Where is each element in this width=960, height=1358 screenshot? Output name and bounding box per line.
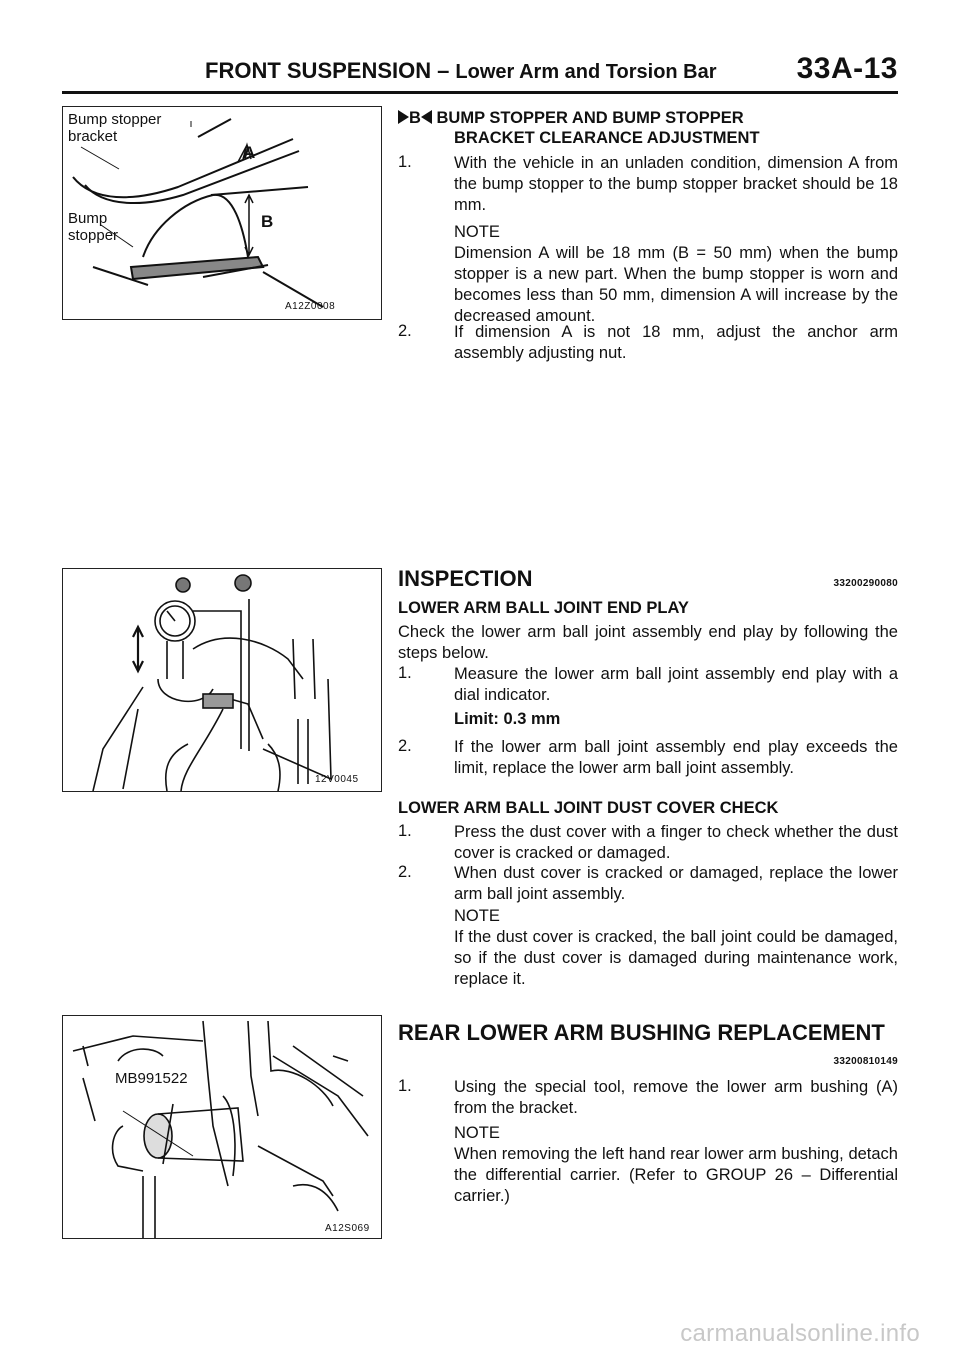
heading-line-1: BUMP STOPPER AND BUMP STOPPER — [436, 109, 744, 127]
figure-dial-indicator — [62, 568, 382, 792]
header-title — [205, 58, 717, 84]
subheading-dust-cover: LOWER ARM BALL JOINT DUST COVER CHECK — [398, 799, 779, 817]
step-number: 2. — [398, 737, 412, 755]
step-text: With the vehicle in an unladen condition, dimension A from the bump stopper to the bump stopper bracket should be 18 mm. — [454, 154, 898, 214]
note-text: Dimension A will be 18 mm (B = 50 mm) when the bump stopper is a new part. When the bump stopper is worn and becomes less than 50 mm, dimension A will increase by the decreased amount. — [454, 244, 898, 325]
section-marker: B — [409, 109, 421, 127]
tool-number: MB991522 — [115, 1070, 188, 1087]
header-subsection: Lower Arm and Torsion Bar — [455, 61, 717, 83]
intro-text: Check the lower arm ball joint assembly end play by following the steps below. — [398, 623, 898, 662]
step-text: Measure the lower arm ball joint assembly end play with a dial indicator. — [454, 665, 898, 704]
note-text: If the dust cover is cracked, the ball joint could be damaged, so if the dust cover is damaged during maintenance work, replace it. — [454, 928, 898, 988]
subheading-end-play: LOWER ARM BALL JOINT END PLAY — [398, 599, 689, 617]
heading-line-2: BRACKET CLEARANCE ADJUSTMENT — [454, 129, 760, 147]
step-text: If dimension A is not 18 mm, adjust the anchor arm assembly adjusting nut. — [454, 323, 898, 362]
figure-code: A12Z0008 — [285, 301, 336, 312]
note-label: NOTE — [454, 907, 500, 925]
step-number: 1. — [398, 153, 412, 171]
step-text: When dust cover is cracked or damaged, replace the lower arm ball joint assembly. — [454, 864, 898, 903]
figure-code: 12V0045 — [315, 774, 359, 785]
step-text: Press the dust cover with a finger to check whether the dust cover is cracked or damaged. — [454, 823, 898, 862]
step-number: 2. — [398, 863, 412, 881]
label-bump-stopper-bracket: Bump stopper bracket — [68, 111, 162, 145]
dimension-b-label: B — [261, 212, 274, 231]
triangle-left-icon — [421, 110, 432, 124]
limit-value: Limit: 0.3 mm — [454, 710, 561, 728]
rear-code: 33200810149 — [833, 1056, 898, 1067]
note-label: NOTE — [454, 223, 500, 241]
dimension-a-label: A — [243, 143, 256, 162]
step-text: Using the special tool, remove the lower arm bushing (A) from the bracket. — [454, 1078, 898, 1117]
inspection-code: 33200290080 — [833, 578, 898, 589]
page-number: 33A-13 — [796, 52, 898, 85]
figure-bump-stopper — [62, 106, 382, 320]
triangle-right-icon — [398, 110, 409, 124]
step-number: 1. — [398, 822, 412, 840]
rear-heading: REAR LOWER ARM BUSHING REPLACEMENT — [398, 1020, 885, 1045]
special-tool-illustration — [63, 1016, 381, 1238]
inspection-heading: INSPECTION — [398, 566, 533, 591]
label-bump-stopper: Bump stopper — [68, 210, 119, 244]
note-label: NOTE — [454, 1124, 500, 1142]
note-text: When removing the left hand rear lower arm bushing, detach the differential carrier. (Refer to GROUP 26 – Differential carrier.) — [454, 1145, 898, 1205]
step-number: 2. — [398, 322, 412, 340]
section-heading — [398, 108, 898, 129]
step-number: 1. — [398, 664, 412, 682]
step-number: 1. — [398, 1077, 412, 1095]
step-text: If the lower arm ball joint assembly end play exceeds the limit, replace the lower arm ball joint assembly. — [454, 738, 898, 777]
dial-indicator-illustration — [63, 569, 381, 791]
header-rule — [62, 91, 898, 94]
watermark: carmanualsonline.info — [680, 1320, 920, 1347]
header-section: FRONT SUSPENSION — [205, 58, 432, 83]
page-header — [0, 0, 960, 100]
figure-special-tool — [62, 1015, 382, 1239]
header-dash: – — [437, 58, 450, 83]
figure-code: A12S069 — [325, 1223, 370, 1234]
